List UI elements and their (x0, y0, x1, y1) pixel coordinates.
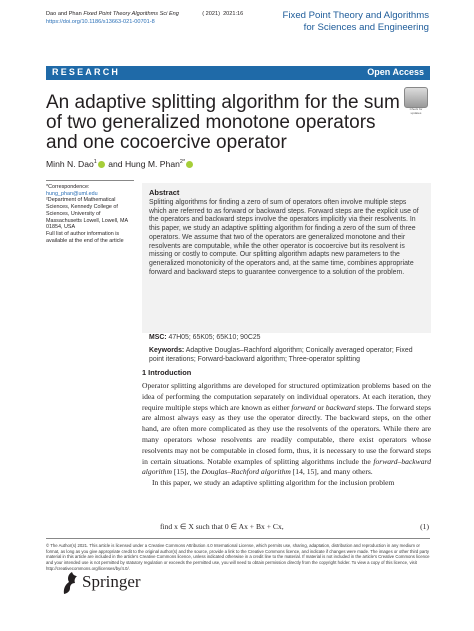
orcid-icon[interactable] (186, 161, 193, 168)
text-run: or (315, 402, 326, 412)
springer-logo (60, 570, 141, 595)
citation-authors: Dao and Phan (46, 11, 82, 17)
article-type-banner (46, 66, 430, 80)
equation-number: (1) (420, 522, 429, 531)
open-access-label: Open Access (367, 67, 424, 77)
msc-label: MSC: (149, 334, 167, 341)
check-updates-button[interactable] (404, 87, 428, 115)
text-run: forward (291, 402, 316, 412)
author-2: and Hung M. Phan (108, 159, 180, 169)
journal-abbrev: Fixed Point Theory Algorithms Sci Eng (83, 11, 179, 17)
paper-title: An adaptive splitting algorithm for the sum of two generalized monotone operators and one cocoercive operator (46, 92, 400, 153)
author-1: Minh N. Dao (46, 159, 94, 169)
paragraph-1 (142, 381, 431, 478)
author-list (46, 159, 194, 169)
journal-line-2: for Sciences and Engineering (303, 22, 429, 33)
keywords-label: Keywords: (149, 347, 185, 354)
text-run: forward–backward algorithm (142, 456, 431, 477)
text-run: [14, 15], and many others. (290, 467, 373, 477)
text-run: Douglas–Rachford algorithm (201, 467, 291, 477)
abstract-box (142, 183, 431, 333)
keywords-value: Adaptive Douglas–Rachford algorithm; Conically averaged operator; Fixed point iterations; Forward-backward algorithm; Three-operator splitting (149, 347, 413, 363)
article-number: 2021:16 (223, 11, 244, 17)
abstract-text: Splitting algorithms for finding a zero of sum of operators often involve multiple steps which are referred to as forward or backward steps. Forward steps are the explicit use of the operators and backward steps involve the operators implicitly via their resolvents. In this paper, we study an adaptive splitting algorithm for finding a zero of the sum of three operators. We assume that two of the operators are generalized monotone and their resolvents are computable, while the other operator is cocoercive but its resolvent is missing or costly to compute. Our splitting algorithm adapts new parameters to the generalized monotonicity of the operators and, at the same time, combines appropriate forward and backward steps to guarantee convergence to a solution of the problem. (149, 199, 419, 276)
journal-title (283, 10, 429, 34)
msc-codes (149, 334, 260, 341)
springer-horse-icon (60, 570, 80, 596)
body-text (142, 381, 431, 489)
correspondence-label: *Correspondence: (46, 184, 90, 190)
citation-year: ( 2021) (202, 11, 220, 17)
author-2-affil: 2* (179, 159, 186, 166)
orcid-icon[interactable] (98, 161, 105, 168)
correspondence-email[interactable]: hung_phan@uml.edu (46, 190, 98, 197)
text-run: backward (325, 402, 356, 412)
author-info-note: Full list of author information is available at the end of the article (46, 230, 124, 244)
footer-divider (46, 538, 430, 539)
correspondence-sidebar (46, 180, 134, 244)
affiliation: ²Department of Mathematical Sciences, Kennedy College of Sciences, University of Massachusetts Lowell, Lowell, MA 01854, USA (46, 197, 128, 231)
text-run: steps. The forward steps are almost always easy as they use the operator directly. The backward steps, on the other hand, are often more complicated as they use the resolvents of the operators. While there are many operators whose resolvents are readily computable, there exist operators whose resolvents may not be computable in closed form, thus, it is necessary to use the forward steps in certain situations. Notable examples of splitting algorithms include the (142, 402, 431, 466)
section-heading: 1 Introduction (142, 368, 192, 377)
equation-text: find x ∈ X such that 0 ∈ Ax + Bx + Cx, (160, 522, 284, 531)
license-text: © The Author(s) 2021. This article is licensed under a Creative Commons Attribution 4.0 International License, which permits use, sharing, adaptation, distribution and reproduction in any medium or format, as long as you give appropriate credit to the original author(s) and the source, provide a link to the Creative Commons licence, and indicate if changes were made. The images or other third party material in this article are included in the article's Creative Commons licence, unless indicated otherwise in a credit line to the material. If material is not included in the article's Creative Commons licence and your intended use is not permitted by statutory regulation or exceeds the permitted use, you will need to obtain permission directly from the copyright holder. To view a copy of this licence, visit http://creativecommons.org/licenses/by/4.0/. (46, 543, 430, 571)
paragraph-2: In this paper, we study an adaptive splitting algorithm for the inclusion problem (152, 478, 395, 488)
publisher-name: Springer (82, 572, 141, 591)
article-type: RESEARCH (52, 67, 121, 77)
keywords (149, 347, 429, 364)
journal-line-1: Fixed Point Theory and Algorithms (282, 10, 429, 21)
abstract-heading: Abstract (149, 188, 180, 197)
msc-value: 47H05; 65K05; 65K10; 90C25 (168, 334, 261, 341)
check-updates-label: Check for updates (409, 107, 423, 115)
citation-header (46, 11, 243, 26)
check-updates-icon (404, 87, 428, 108)
text-run: [15], the (171, 467, 202, 477)
doi-link[interactable]: https://doi.org/10.1186/s13663-021-00701-8 (46, 18, 155, 25)
text-run: Operator splitting algorithms are developed for structured optimization problems based on the idea of performing the computation separately on individual operators. At each iteration, they require multiple steps which are known as either (142, 381, 431, 412)
author-1-affil: 1 (93, 159, 97, 166)
